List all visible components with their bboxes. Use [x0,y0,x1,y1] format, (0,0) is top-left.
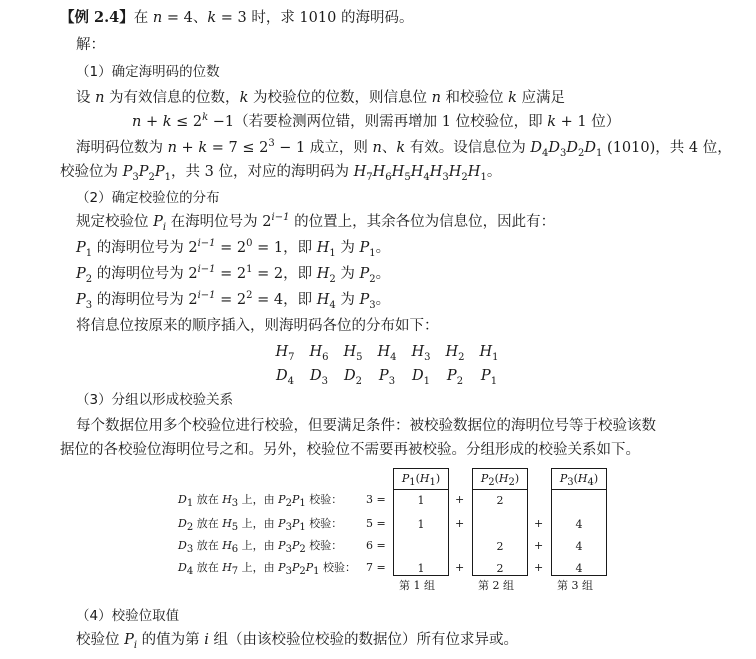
section-3-paragraph-2: 据位的各校验位海明位号之和。另外，校验位不需要再被校验。分组形成的校验关系如下。 [60,442,640,458]
table-row-label: $D_4$ 放在 $H_7$ 上，由 $P_3P_2P_1$ 校验： [178,561,357,578]
distribution-bit-row [270,366,510,386]
group-value: 1 [417,518,425,531]
section-2-rule: 规定校验位 $P_i$ 在海明位号为 $2^{i-1}$ 的位置上，其余各位为信息位，因此有： [76,212,556,233]
group-label: 第 1 组 [399,579,435,592]
group-header: $P_1(H_1)$ [401,472,441,489]
section-1-heading: （1）确定海明码的位数 [76,64,220,80]
plus-sign: + [534,561,544,574]
group-value: 2 [496,540,504,553]
table-row-sum: 3 = [366,493,386,506]
distribution-cell: $P_1$ [480,368,498,387]
group-value: 4 [575,540,583,553]
group-label: 第 3 组 [557,579,593,592]
section-1-paragraph-1: 设 n 为有效信息的位数，k 为校验位的位数，则信息位 n 和校验位 k 应满足 [76,90,566,106]
group-header-divider [473,489,527,490]
inequality-formula: $n + k \le 2^k -1$（若要检测两位错，则需再增加 1 位校验位，即 k + 1 位） [132,112,621,130]
position-row: $P_3$ 的海明位号为 $2^{i-1} = 2^2 = 4$，即 $H_4$ 为 $P_3$。 [76,290,391,311]
example-title: 【例 2.4】在 n = 4、k = 3 时，求 1010 的海明码。 [60,9,414,26]
distribution-cell: $D_3$ [309,368,328,387]
group-box [393,468,449,576]
distribution-cell: $P_3$ [378,368,396,387]
section-2-heading: （2）确定校验位的分布 [76,190,220,206]
distribution-cell: $P_2$ [446,368,464,387]
section-3-paragraph-1: 每个数据位用多个校验位进行校验，但要满足条件：被校验数据位的海明位号等于校验该数 [76,418,656,434]
table-row-label: $D_1$ 放在 $H_3$ 上，由 $P_2P_1$ 校验： [178,493,343,510]
distribution-cell: $H_1$ [479,344,499,363]
group-box [551,468,607,576]
group-value: 4 [575,518,583,531]
group-header: $P_2(H_2)$ [480,472,520,489]
plus-sign: + [534,517,544,530]
distribution-cell: $H_5$ [343,344,363,363]
distribution-cell: $H_7$ [275,344,295,363]
plus-sign: + [534,539,544,552]
group-label: 第 2 组 [478,579,514,592]
table-row-label: $D_2$ 放在 $H_5$ 上，由 $P_3P_1$ 校验： [178,517,343,534]
group-box [472,468,528,576]
section-4-heading: （4）校验位取值 [76,608,180,624]
section-1-paragraph-2: 海明码位数为 $n + k = 7 \le 2^3 - 1$ 成立，则 n、k 有效。设信息位为 $D_4D_3D_2D_1$ (1010)，共 4 位， [76,138,732,159]
group-value: 4 [575,562,583,575]
plus-sign: + [455,517,465,530]
position-row: $P_2$ 的海明位号为 $2^{i-1} = 2^1 = 2$，即 $H_2$ 为 $P_2$。 [76,264,391,285]
section-4-paragraph: 校验位 $P_i$ 的值为第 i 组（由该校验位校验的数据位）所有位求异或。 [76,632,519,651]
solution-label: 解： [76,37,105,53]
insert-sentence: 将信息位按原来的顺序插入，则海明码各位的分布如下： [76,318,439,334]
section-3-heading: （3）分组以形成校验关系 [76,392,234,408]
group-header: $P_3(H_4)$ [559,472,599,489]
distribution-cell: $D_2$ [343,368,362,387]
group-value: 2 [496,562,504,575]
group-header-divider [394,489,448,490]
plus-sign: + [455,493,465,506]
distribution-cell: $D_1$ [411,368,430,387]
table-row-sum: 6 = [366,539,386,552]
distribution-hamming-row [270,342,510,362]
distribution-cell: $H_4$ [377,344,397,363]
table-row-sum: 7 = [366,561,386,574]
plus-sign: + [455,561,465,574]
group-header-divider [552,489,606,490]
section-1-paragraph-3: 校验位为 $P_3P_2P_1$，共 3 位，对应的海明码为 $H_7H_6H_5H_4H_3H_2H_1$。 [60,164,502,183]
distribution-cell: $H_2$ [445,344,465,363]
table-row-label: $D_3$ 放在 $H_6$ 上，由 $P_3P_2$ 校验： [178,539,343,556]
distribution-cell: $H_3$ [411,344,431,363]
group-value: 2 [496,494,504,507]
group-value: 1 [417,494,425,507]
position-row: $P_1$ 的海明位号为 $2^{i-1} = 2^0 = 1$，即 $H_1$ 为 $P_1$。 [76,238,391,259]
distribution-cell: $H_6$ [309,344,329,363]
group-value: 1 [417,562,425,575]
distribution-cell: $D_4$ [275,368,294,387]
table-row-sum: 5 = [366,517,386,530]
